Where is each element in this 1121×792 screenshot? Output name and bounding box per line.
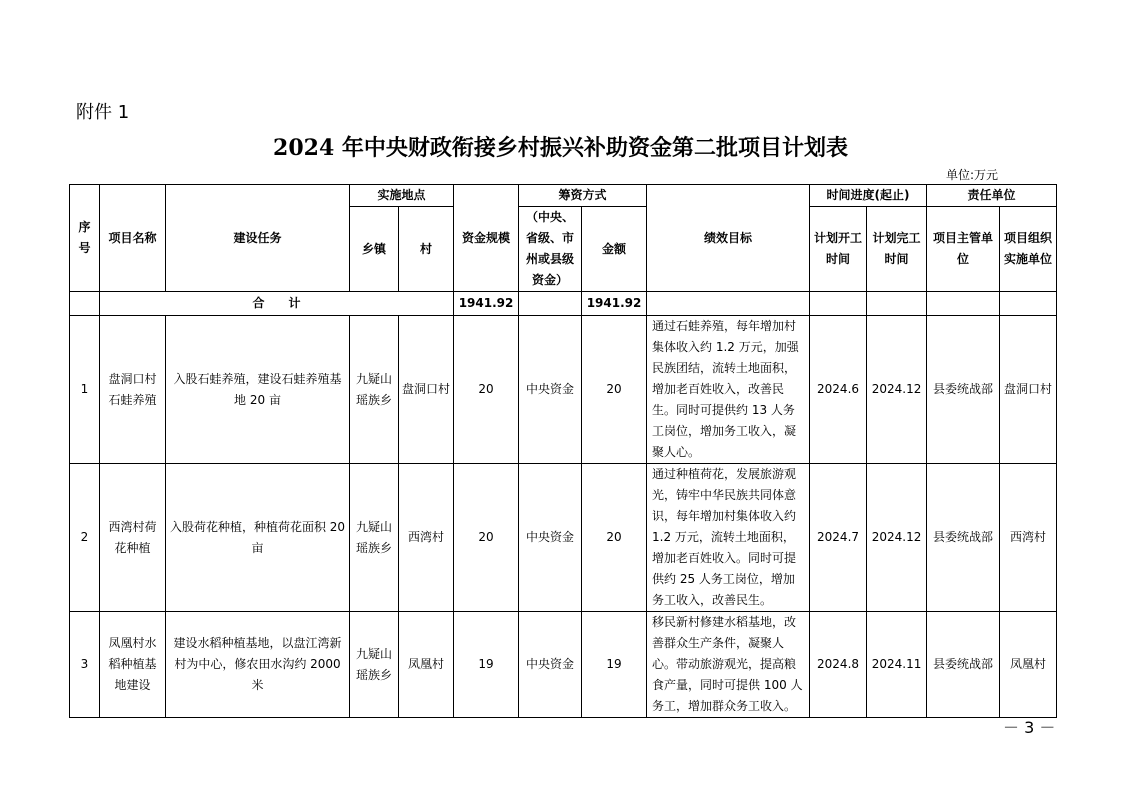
page-title: 2024 年中央财政衔接乡村振兴补助资金第二批项目计划表 bbox=[273, 135, 848, 161]
row-village: 西湾村 bbox=[399, 464, 454, 612]
total-row bbox=[70, 292, 1057, 316]
row-end: 2024.12 bbox=[867, 464, 927, 612]
header-village: 村 bbox=[399, 207, 454, 292]
row-amount: 20 bbox=[582, 316, 647, 464]
total-resp-org-cell bbox=[1000, 292, 1057, 316]
row-end: 2024.12 bbox=[867, 316, 927, 464]
row-task: 入股荷花种植，种植荷花面积 20 亩 bbox=[166, 464, 350, 612]
header-start: 计划开工时间 bbox=[810, 207, 867, 292]
row-task: 建设水稻种植基地，以盘江湾新村为中心，修农田水沟约 2000 米 bbox=[166, 612, 350, 718]
row-seq: 1 bbox=[70, 316, 100, 464]
row-resp-org: 盘洞口村 bbox=[1000, 316, 1057, 464]
row-township: 九疑山瑶族乡 bbox=[350, 612, 399, 718]
total-scale: 1941.92 bbox=[454, 292, 519, 316]
row-start: 2024.7 bbox=[810, 464, 867, 612]
total-end-cell bbox=[867, 292, 927, 316]
header-township: 乡镇 bbox=[350, 207, 399, 292]
row-goal: 通过种植荷花，发展旅游观光，铸牢中华民族共同体意识，每年增加村集体收入约 1.2 万元，流转土地面积，增加老百姓收入。同时可提供约 25 人务工岗位，增加务工收入，改善民生。 bbox=[647, 464, 810, 612]
total-label: 合 计 bbox=[100, 292, 454, 316]
table-row bbox=[70, 316, 1057, 464]
row-resp-org: 西湾村 bbox=[1000, 464, 1057, 612]
table-row bbox=[70, 612, 1057, 718]
row-scale: 20 bbox=[454, 316, 519, 464]
row-resp-main: 县委统战部 bbox=[927, 464, 1000, 612]
header-location: 实施地点 bbox=[350, 185, 454, 207]
row-goal: 通过石蛙养殖，每年增加村集体收入约 1.2 万元，加强民族团结，流转土地面积，增加老百姓收入，改善民生。同时可提供约 13 人务工岗位，增加务工收入，凝聚人心。 bbox=[647, 316, 810, 464]
row-end: 2024.11 bbox=[867, 612, 927, 718]
total-start-cell bbox=[810, 292, 867, 316]
row-goal: 移民新村修建水稻基地，改善群众生产条件，凝聚人心。带动旅游观光，提高粮食产量，同时可提供 100 人务工，增加群众务工收入。 bbox=[647, 612, 810, 718]
header-resp-org: 项目组织实施单位 bbox=[1000, 207, 1057, 292]
project-plan-table bbox=[69, 184, 1057, 718]
unit-note: 单位:万元 bbox=[946, 168, 999, 182]
row-seq: 3 bbox=[70, 612, 100, 718]
table-row bbox=[70, 464, 1057, 612]
row-amount: 19 bbox=[582, 612, 647, 718]
header-seq: 序号 bbox=[70, 185, 100, 292]
row-amount: 20 bbox=[582, 464, 647, 612]
attachment-label: 附件 1 bbox=[76, 102, 130, 123]
header-name: 项目名称 bbox=[100, 185, 166, 292]
header-task: 建设任务 bbox=[166, 185, 350, 292]
total-amount: 1941.92 bbox=[582, 292, 647, 316]
page-number: － 3 － bbox=[1003, 718, 1056, 737]
row-name: 凤凰村水稻种植基地建设 bbox=[100, 612, 166, 718]
row-village: 凤凰村 bbox=[399, 612, 454, 718]
header-end: 计划完工时间 bbox=[867, 207, 927, 292]
row-start: 2024.8 bbox=[810, 612, 867, 718]
row-name: 盘洞口村石蛙养殖 bbox=[100, 316, 166, 464]
row-resp-main: 县委统战部 bbox=[927, 316, 1000, 464]
row-task: 入股石蛙养殖，建设石蛙养殖基地 20 亩 bbox=[166, 316, 350, 464]
row-source: 中央资金 bbox=[519, 612, 582, 718]
header-row-top bbox=[70, 185, 1057, 207]
header-funding: 筹资方式 bbox=[519, 185, 647, 207]
header-amount: 金额 bbox=[582, 207, 647, 292]
total-source-cell bbox=[519, 292, 582, 316]
row-township: 九疑山瑶族乡 bbox=[350, 464, 399, 612]
row-source: 中央资金 bbox=[519, 464, 582, 612]
row-scale: 19 bbox=[454, 612, 519, 718]
header-scale: 资金规模 bbox=[454, 185, 519, 292]
total-resp-main-cell bbox=[927, 292, 1000, 316]
header-source: （中央、省级、市州或县级资金） bbox=[519, 207, 582, 292]
row-scale: 20 bbox=[454, 464, 519, 612]
row-start: 2024.6 bbox=[810, 316, 867, 464]
header-schedule: 时间进度(起止) bbox=[810, 185, 927, 207]
row-township: 九疑山瑶族乡 bbox=[350, 316, 399, 464]
row-village: 盘洞口村 bbox=[399, 316, 454, 464]
row-resp-org: 凤凰村 bbox=[1000, 612, 1057, 718]
header-resp-main: 项目主管单位 bbox=[927, 207, 1000, 292]
total-seq-cell bbox=[70, 292, 100, 316]
row-source: 中央资金 bbox=[519, 316, 582, 464]
header-goal: 绩效目标 bbox=[647, 185, 810, 292]
row-seq: 2 bbox=[70, 464, 100, 612]
total-goal-cell bbox=[647, 292, 810, 316]
header-resp: 责任单位 bbox=[927, 185, 1057, 207]
row-name: 西湾村荷花种植 bbox=[100, 464, 166, 612]
row-resp-main: 县委统战部 bbox=[927, 612, 1000, 718]
